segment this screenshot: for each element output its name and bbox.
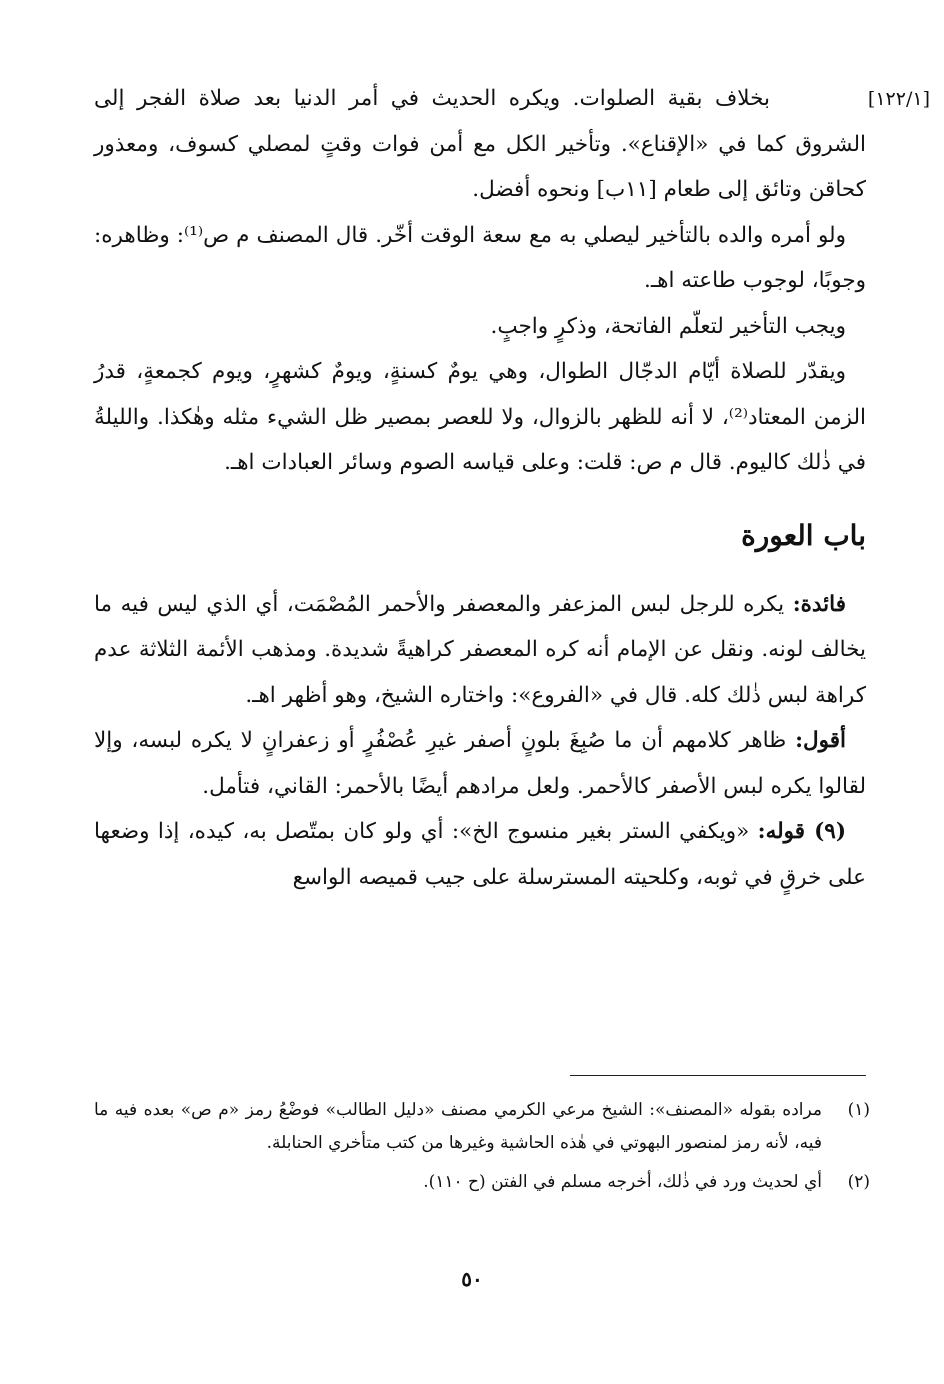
faida-label: فائدة: <box>792 591 846 617</box>
margin-reference: [١٢٢/١] <box>867 88 930 110</box>
footnote-divider <box>570 1075 866 1076</box>
footnotes <box>94 1094 870 1205</box>
aqulu-label: أقول: <box>795 728 846 753</box>
footnote-1 <box>94 1094 870 1160</box>
paragraph-qawluhu <box>94 809 866 900</box>
paragraph-faida <box>94 582 866 719</box>
section-heading: باب العورة <box>741 518 866 552</box>
qawluhu-text: «ويكفي الستر بغير منسوج الخ»: أي ولو كان بمتّصل به، كيده، إذا وضعها على خرقٍ في ثوبه، وكلحيته المسترسلة على جيب قميصه الواسع <box>94 819 866 890</box>
paragraph-3: ويجب التأخير لتعلّم الفاتحة، وذكرٍ واجبٍ. <box>490 313 846 339</box>
paragraph-1: بخلاف بقية الصلوات. ويكره الحديث في أمر الدنيا بعد صلاة الفجر إلى الشروق كما في «الإقناع». وتأخير الكل مع أمن فوات وقتٍ لمصلي كسوف، ومعذور كحاقن وتائق إلى طعام [١١ب] ونحوه أفضل. <box>94 86 866 202</box>
footnote-2 <box>94 1166 870 1199</box>
footnote-text: أي لحديث ورد في ذٰلك، أخرجه مسلم في الفتن (ح ١١٠). <box>423 1172 822 1192</box>
main-text <box>94 76 866 900</box>
aqulu-text: ظاهر كلامهم أن ما صُبِغَ بلونٍ أصفر غيرِ عُصْفُرٍ أو زعفرانٍ لا يكره لبسه، وإلا لقالوا يكره لبس الأصفر كالأحمر. ولعل مرادهم أيضًا بالأحمر: القاني، فتأمل. <box>94 728 866 799</box>
qawluhu-label: (٩) قوله: <box>757 819 846 844</box>
footnote-number: (٢) <box>847 1172 870 1192</box>
faida-text: يكره للرجل لبس المزعفر والمعصفر والأحمر المُصْمَت، أي الذي ليس فيه ما يخالف لونه. ونقل عن الإمام أنه كره المعصفر كراهيةً شديدة. ومذهب الأئمة الثلاثة عدم كراهة لبس ذٰلك كله. قال في «الفروع»: واختاره الشيخ، وهو أظهر اهـ. <box>94 591 866 708</box>
page-number: ٥٠ <box>461 1267 483 1291</box>
paragraph-aqulu <box>94 718 866 809</box>
footnote-text: مراده بقوله «المصنف»: الشيخ مرعي الكرمي مصنف «دليل الطالب» فوضْعُ رمز «م ص» بعده فيه ما فيه، لأنه رمز لمنصور البهوتي في هٰذه الحاشية وغيرها من كتب متأخري الحنابلة. <box>94 1100 822 1153</box>
paragraph-4: ويقدّر للصلاة أيّام الدجّال الطوال، وهي يومٌ كسنةٍ، ويومٌ كشهرٍ، ويوم كجمعةٍ، قدرُ الزمن المعتاد⁽²⁾، لا أنه للظهر بالزوال، ولا للعصر بمصير ظل الشيء مثله وهٰكذا. والليلةُ في ذٰلك كاليوم. قال م ص: قلت: وعلى قياسه الصوم وسائر العبادات اهـ. <box>94 359 867 475</box>
footnote-number: (١) <box>847 1100 870 1120</box>
paragraph-2: ولو أمره والده بالتأخير ليصلي به مع سعة الوقت أخّر. قال المصنف م ص⁽¹⁾: وظاهره: وجوبًا، لوجوب طاعته اهـ. <box>94 222 866 293</box>
